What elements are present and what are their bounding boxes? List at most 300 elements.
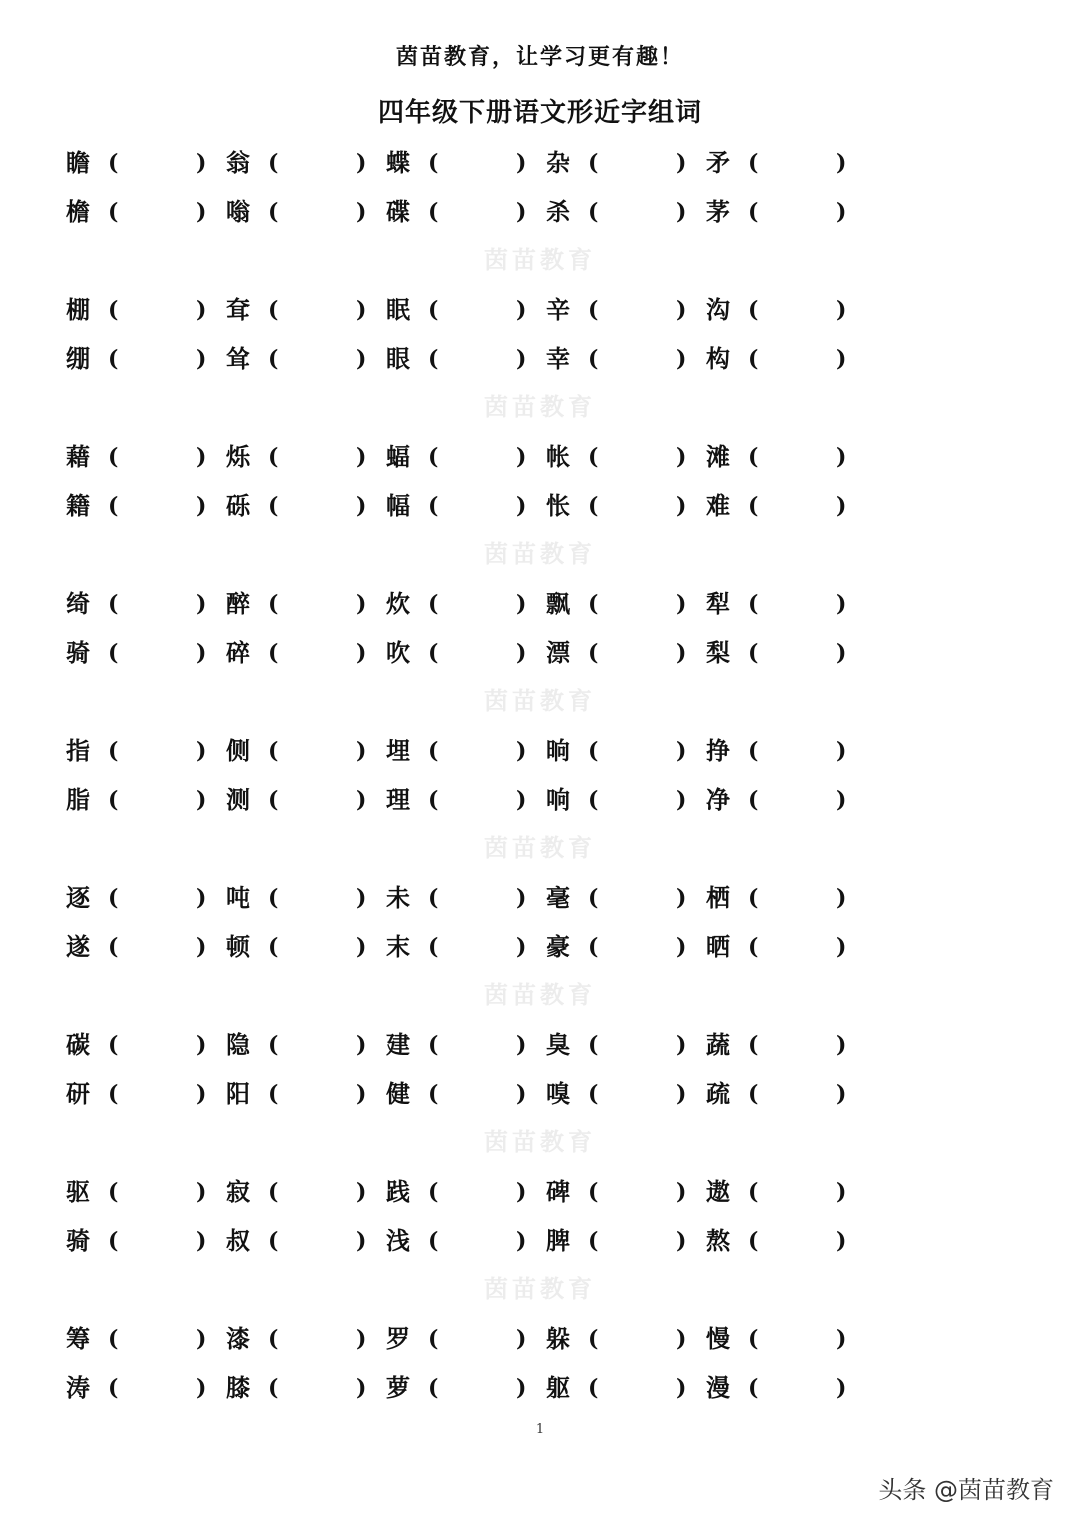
answer-blank-open: ( (428, 1081, 439, 1107)
answer-blank-open: ( (108, 885, 119, 911)
publisher-credit: 头条 @茵苗教育 (878, 1476, 1054, 1504)
word-item (546, 633, 706, 673)
word-item (66, 486, 226, 526)
character: 眠 (386, 295, 410, 324)
answer-blank-close: ) (356, 150, 367, 176)
answer-blank-close: ) (196, 1228, 207, 1254)
answer-blank-open: ( (268, 738, 279, 764)
word-item (386, 731, 546, 771)
character: 挣 (706, 736, 730, 765)
character: 炊 (386, 589, 410, 618)
answer-blank-open: ( (268, 885, 279, 911)
answer-blank-close: ) (516, 444, 527, 470)
character: 膝 (226, 1373, 250, 1402)
character: 醉 (226, 589, 250, 618)
word-item (386, 927, 546, 967)
exercise-row (0, 584, 1080, 624)
exercise-row (0, 339, 1080, 379)
answer-blank-open: ( (588, 150, 599, 176)
answer-blank-open: ( (748, 1228, 759, 1254)
word-item (226, 878, 386, 918)
header-slogan: 茵苗教育，让学习更有趣！ (395, 44, 684, 70)
word-item (706, 878, 866, 918)
word-item (386, 1074, 546, 1114)
answer-blank-open: ( (108, 738, 119, 764)
word-item (226, 731, 386, 771)
word-item (546, 143, 706, 183)
answer-blank-close: ) (356, 1081, 367, 1107)
character: 烁 (226, 442, 250, 471)
answer-blank-open: ( (108, 297, 119, 323)
character: 骑 (66, 1226, 90, 1255)
word-item (66, 192, 226, 232)
answer-blank-close: ) (836, 297, 847, 323)
answer-blank-open: ( (588, 1081, 599, 1107)
answer-blank-open: ( (108, 1326, 119, 1352)
character: 碎 (226, 638, 250, 667)
character: 践 (386, 1177, 410, 1206)
answer-blank-close: ) (516, 885, 527, 911)
answer-blank-open: ( (588, 787, 599, 813)
answer-blank-open: ( (108, 1032, 119, 1058)
word-item (66, 437, 226, 477)
answer-blank-close: ) (356, 885, 367, 911)
word-item (386, 1319, 546, 1359)
word-item (546, 1319, 706, 1359)
answer-blank-open: ( (108, 150, 119, 176)
answer-blank-open: ( (748, 591, 759, 617)
word-item (706, 290, 866, 330)
answer-blank-close: ) (196, 885, 207, 911)
answer-blank-open: ( (588, 493, 599, 519)
character: 蝶 (386, 148, 410, 177)
answer-blank-close: ) (676, 1179, 687, 1205)
word-item (546, 731, 706, 771)
answer-blank-open: ( (108, 640, 119, 666)
exercise-row (0, 878, 1080, 918)
word-item (386, 780, 546, 820)
answer-blank-close: ) (676, 934, 687, 960)
character: 筹 (66, 1324, 90, 1353)
word-item (226, 1172, 386, 1212)
answer-blank-open: ( (268, 1375, 279, 1401)
answer-blank-close: ) (836, 150, 847, 176)
exercise-row (0, 486, 1080, 526)
exercise-row (0, 1025, 1080, 1065)
word-item (386, 339, 546, 379)
exercise-row (0, 1221, 1080, 1261)
answer-blank-close: ) (356, 1375, 367, 1401)
character: 漂 (546, 638, 570, 667)
character: 耸 (226, 344, 250, 373)
answer-blank-close: ) (516, 934, 527, 960)
answer-blank-close: ) (836, 591, 847, 617)
exercise-row (0, 1319, 1080, 1359)
word-item (66, 878, 226, 918)
answer-blank-open: ( (428, 1228, 439, 1254)
watermark-text: 茵苗教育 (484, 245, 596, 274)
word-item (226, 290, 386, 330)
character: 隐 (226, 1030, 250, 1059)
character: 杂 (546, 148, 570, 177)
answer-blank-open: ( (588, 1179, 599, 1205)
character: 脾 (546, 1226, 570, 1255)
word-item (386, 584, 546, 624)
word-item (226, 143, 386, 183)
answer-blank-open: ( (748, 444, 759, 470)
answer-blank-close: ) (676, 444, 687, 470)
answer-blank-open: ( (748, 493, 759, 519)
answer-blank-open: ( (588, 1228, 599, 1254)
answer-blank-close: ) (356, 346, 367, 372)
answer-blank-close: ) (196, 297, 207, 323)
answer-blank-close: ) (676, 1375, 687, 1401)
answer-blank-open: ( (268, 297, 279, 323)
character: 侧 (226, 736, 250, 765)
answer-blank-close: ) (196, 346, 207, 372)
character: 遨 (706, 1177, 730, 1206)
answer-blank-close: ) (836, 1179, 847, 1205)
word-item (226, 1221, 386, 1261)
answer-blank-close: ) (676, 738, 687, 764)
word-item (226, 1368, 386, 1408)
word-item (546, 437, 706, 477)
character: 幅 (386, 491, 410, 520)
word-item (66, 927, 226, 967)
exercise-row (0, 192, 1080, 232)
character: 慢 (706, 1324, 730, 1353)
answer-blank-close: ) (836, 934, 847, 960)
answer-blank-open: ( (108, 1375, 119, 1401)
word-item (386, 192, 546, 232)
exercise-row (0, 143, 1080, 183)
answer-blank-open: ( (588, 738, 599, 764)
answer-blank-open: ( (748, 787, 759, 813)
answer-blank-open: ( (748, 297, 759, 323)
word-item (706, 1172, 866, 1212)
character: 末 (386, 932, 410, 961)
answer-blank-close: ) (516, 1179, 527, 1205)
answer-blank-open: ( (268, 1179, 279, 1205)
word-item (386, 143, 546, 183)
answer-blank-close: ) (196, 738, 207, 764)
exercise-row (0, 1172, 1080, 1212)
answer-blank-open: ( (268, 150, 279, 176)
word-item (386, 290, 546, 330)
answer-blank-open: ( (588, 199, 599, 225)
character: 健 (386, 1079, 410, 1108)
word-item (66, 780, 226, 820)
word-item (546, 486, 706, 526)
word-item (66, 584, 226, 624)
answer-blank-close: ) (676, 885, 687, 911)
character: 瞻 (66, 148, 90, 177)
character: 嗡 (226, 197, 250, 226)
character: 未 (386, 883, 410, 912)
character: 犁 (706, 589, 730, 618)
answer-blank-close: ) (836, 885, 847, 911)
answer-blank-close: ) (516, 1032, 527, 1058)
answer-blank-close: ) (356, 297, 367, 323)
character: 骑 (66, 638, 90, 667)
watermark-text: 茵苗教育 (484, 539, 596, 568)
answer-blank-open: ( (428, 493, 439, 519)
character: 驱 (66, 1177, 90, 1206)
answer-blank-open: ( (588, 444, 599, 470)
answer-blank-close: ) (836, 738, 847, 764)
character: 净 (706, 785, 730, 814)
answer-blank-close: ) (356, 1326, 367, 1352)
character: 杀 (546, 197, 570, 226)
answer-blank-open: ( (588, 591, 599, 617)
character: 测 (226, 785, 250, 814)
character: 梨 (706, 638, 730, 667)
word-item (706, 486, 866, 526)
answer-blank-open: ( (268, 1081, 279, 1107)
character: 涛 (66, 1373, 90, 1402)
answer-blank-close: ) (836, 493, 847, 519)
character: 绷 (66, 344, 90, 373)
answer-blank-open: ( (108, 934, 119, 960)
answer-blank-close: ) (196, 787, 207, 813)
character: 臭 (546, 1030, 570, 1059)
exercise-row (0, 437, 1080, 477)
answer-blank-close: ) (356, 493, 367, 519)
answer-blank-open: ( (268, 640, 279, 666)
answer-blank-open: ( (428, 297, 439, 323)
character: 躲 (546, 1324, 570, 1353)
word-item (546, 1025, 706, 1065)
answer-blank-close: ) (196, 640, 207, 666)
character: 浅 (386, 1226, 410, 1255)
answer-blank-open: ( (428, 1326, 439, 1352)
character: 阳 (226, 1079, 250, 1108)
character: 耷 (226, 295, 250, 324)
word-item (66, 731, 226, 771)
answer-blank-close: ) (516, 493, 527, 519)
answer-blank-open: ( (588, 1375, 599, 1401)
answer-blank-close: ) (836, 1228, 847, 1254)
answer-blank-close: ) (676, 1228, 687, 1254)
answer-blank-open: ( (268, 199, 279, 225)
watermark-text: 茵苗教育 (484, 686, 596, 715)
word-item (386, 437, 546, 477)
word-item (66, 1025, 226, 1065)
character: 碳 (66, 1030, 90, 1059)
answer-blank-close: ) (356, 1179, 367, 1205)
answer-blank-open: ( (268, 1032, 279, 1058)
character: 埋 (386, 736, 410, 765)
character: 蝠 (386, 442, 410, 471)
answer-blank-open: ( (268, 1326, 279, 1352)
answer-blank-close: ) (836, 1375, 847, 1401)
answer-blank-open: ( (748, 150, 759, 176)
answer-blank-open: ( (748, 934, 759, 960)
word-item (226, 1319, 386, 1359)
answer-blank-open: ( (268, 934, 279, 960)
character: 飘 (546, 589, 570, 618)
word-item (546, 927, 706, 967)
word-item (386, 878, 546, 918)
character: 理 (386, 785, 410, 814)
character: 豪 (546, 932, 570, 961)
answer-blank-close: ) (516, 199, 527, 225)
answer-blank-close: ) (516, 738, 527, 764)
exercise-row (0, 731, 1080, 771)
word-item (66, 143, 226, 183)
character: 翁 (226, 148, 250, 177)
character: 滩 (706, 442, 730, 471)
answer-blank-close: ) (356, 444, 367, 470)
answer-blank-close: ) (196, 1081, 207, 1107)
character: 漫 (706, 1373, 730, 1402)
answer-blank-open: ( (748, 738, 759, 764)
answer-blank-open: ( (268, 493, 279, 519)
character: 辛 (546, 295, 570, 324)
answer-blank-open: ( (428, 1032, 439, 1058)
word-item (226, 584, 386, 624)
word-item (226, 633, 386, 673)
answer-blank-close: ) (836, 199, 847, 225)
answer-blank-close: ) (196, 934, 207, 960)
page-number: 1 (535, 1422, 545, 1437)
character: 晌 (546, 736, 570, 765)
answer-blank-open: ( (108, 787, 119, 813)
answer-blank-open: ( (748, 199, 759, 225)
character: 响 (546, 785, 570, 814)
character: 砾 (226, 491, 250, 520)
answer-blank-close: ) (836, 1081, 847, 1107)
answer-blank-open: ( (748, 346, 759, 372)
answer-blank-open: ( (428, 150, 439, 176)
answer-blank-open: ( (108, 444, 119, 470)
character: 籍 (66, 491, 90, 520)
answer-blank-open: ( (428, 934, 439, 960)
word-item (66, 1368, 226, 1408)
word-item (546, 1221, 706, 1261)
answer-blank-close: ) (676, 640, 687, 666)
answer-blank-close: ) (356, 199, 367, 225)
watermark-text: 茵苗教育 (484, 1127, 596, 1156)
answer-blank-close: ) (836, 640, 847, 666)
answer-blank-close: ) (516, 297, 527, 323)
watermark-text: 茵苗教育 (484, 1274, 596, 1303)
character: 幸 (546, 344, 570, 373)
word-item (706, 1074, 866, 1114)
answer-blank-open: ( (428, 346, 439, 372)
answer-blank-close: ) (196, 1179, 207, 1205)
word-item (706, 1319, 866, 1359)
answer-blank-open: ( (108, 1228, 119, 1254)
answer-blank-open: ( (588, 885, 599, 911)
answer-blank-open: ( (428, 199, 439, 225)
word-item (226, 927, 386, 967)
answer-blank-open: ( (588, 934, 599, 960)
answer-blank-close: ) (836, 787, 847, 813)
answer-blank-open: ( (748, 1032, 759, 1058)
answer-blank-open: ( (428, 640, 439, 666)
answer-blank-open: ( (428, 1375, 439, 1401)
word-item (386, 1025, 546, 1065)
word-item (66, 1221, 226, 1261)
character: 帐 (546, 442, 570, 471)
answer-blank-close: ) (516, 1375, 527, 1401)
answer-blank-close: ) (676, 1326, 687, 1352)
answer-blank-close: ) (516, 1326, 527, 1352)
answer-blank-close: ) (196, 1375, 207, 1401)
answer-blank-close: ) (516, 1081, 527, 1107)
answer-blank-open: ( (428, 787, 439, 813)
answer-blank-close: ) (516, 346, 527, 372)
word-item (706, 584, 866, 624)
answer-blank-open: ( (268, 346, 279, 372)
answer-blank-close: ) (676, 199, 687, 225)
character: 疏 (706, 1079, 730, 1108)
answer-blank-close: ) (676, 1081, 687, 1107)
character: 吨 (226, 883, 250, 912)
answer-blank-close: ) (676, 591, 687, 617)
character: 难 (706, 491, 730, 520)
word-item (226, 1025, 386, 1065)
character: 嗅 (546, 1079, 570, 1108)
answer-blank-close: ) (196, 199, 207, 225)
character: 指 (66, 736, 90, 765)
word-item (66, 290, 226, 330)
word-item (386, 633, 546, 673)
answer-blank-open: ( (428, 738, 439, 764)
answer-blank-close: ) (836, 1326, 847, 1352)
exercise-row (0, 290, 1080, 330)
answer-blank-close: ) (676, 1032, 687, 1058)
answer-blank-close: ) (676, 346, 687, 372)
character: 檐 (66, 197, 90, 226)
word-item (706, 437, 866, 477)
character: 研 (66, 1079, 90, 1108)
answer-blank-open: ( (428, 591, 439, 617)
character: 寂 (226, 1177, 250, 1206)
watermark-text: 茵苗教育 (484, 980, 596, 1009)
word-item (706, 780, 866, 820)
word-item (706, 927, 866, 967)
answer-blank-close: ) (516, 591, 527, 617)
answer-blank-open: ( (748, 1081, 759, 1107)
character: 吹 (386, 638, 410, 667)
answer-blank-close: ) (676, 297, 687, 323)
character: 沟 (706, 295, 730, 324)
answer-blank-open: ( (108, 591, 119, 617)
answer-blank-open: ( (108, 199, 119, 225)
answer-blank-close: ) (516, 1228, 527, 1254)
character: 漆 (226, 1324, 250, 1353)
answer-blank-open: ( (268, 787, 279, 813)
answer-blank-close: ) (356, 787, 367, 813)
answer-blank-open: ( (268, 444, 279, 470)
word-item (226, 486, 386, 526)
word-item (706, 633, 866, 673)
answer-blank-close: ) (196, 591, 207, 617)
character: 构 (706, 344, 730, 373)
answer-blank-open: ( (108, 493, 119, 519)
word-item (226, 780, 386, 820)
answer-blank-open: ( (748, 1375, 759, 1401)
exercise-row (0, 633, 1080, 673)
character: 毫 (546, 883, 570, 912)
answer-blank-open: ( (108, 346, 119, 372)
word-item (226, 1074, 386, 1114)
answer-blank-open: ( (588, 1032, 599, 1058)
word-item (226, 192, 386, 232)
answer-blank-close: ) (196, 444, 207, 470)
